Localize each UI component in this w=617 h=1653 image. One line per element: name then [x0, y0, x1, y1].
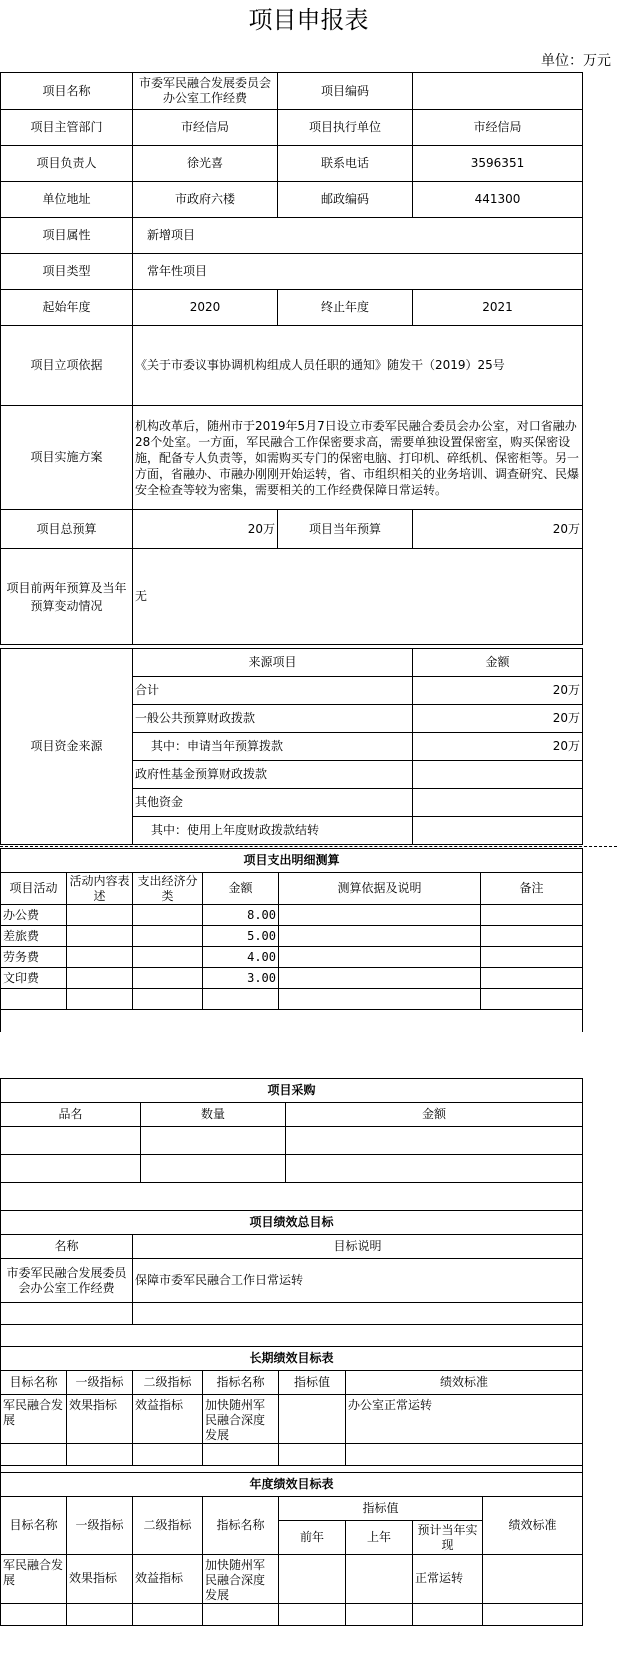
perf-goal-name: 市委军民融合发展委员会办公室工作经费 — [1, 1259, 133, 1303]
fund-row-amount: 20万 — [413, 677, 583, 705]
page-title: 项目申报表 — [248, 6, 369, 34]
exec-unit-value: 市经信局 — [413, 110, 583, 146]
type-label: 项目类型 — [1, 254, 133, 290]
long-term-lvl2: 效益指标 — [133, 1395, 203, 1444]
expense-header: 项目活动 — [1, 873, 67, 905]
table-row — [1, 1155, 583, 1183]
expense-activity: 文印费 — [1, 968, 67, 989]
table-row — [1, 968, 583, 989]
start-year-label: 起始年度 — [1, 290, 133, 326]
long-term-lvl1: 效果指标 — [67, 1395, 133, 1444]
project-name-label: 项目名称 — [1, 73, 133, 110]
address-value: 市政府六楼 — [133, 182, 278, 218]
expense-basis — [279, 905, 481, 926]
long-term-header: 指标名称 — [203, 1371, 279, 1395]
annual-prev1 — [346, 1555, 413, 1604]
annual-header-standard: 绩效标准 — [483, 1497, 583, 1555]
long-term-header: 二级指标 — [133, 1371, 203, 1395]
annual-indicator: 加快随州军民融合深度发展 — [203, 1555, 279, 1604]
purchase-table — [0, 1078, 583, 1211]
fund-col-source: 来源项目 — [133, 649, 413, 677]
basic-info-table — [0, 72, 583, 645]
table-row — [1, 1127, 583, 1155]
project-code-label: 项目编码 — [278, 73, 413, 110]
table-row — [1, 905, 583, 926]
annual-header-lvl2: 二级指标 — [133, 1497, 203, 1555]
budget-change-label: 项目前两年预算及当年预算变动情况 — [1, 549, 133, 645]
perf-goal-col-name: 名称 — [1, 1235, 133, 1259]
expense-header: 金额 — [203, 873, 279, 905]
plan-label: 项目实施方案 — [1, 406, 133, 510]
expense-header: 支出经济分类 — [133, 873, 203, 905]
annual-table — [0, 1472, 583, 1626]
perf-goal-desc: 保障市委军民融合工作日常运转 — [133, 1259, 583, 1303]
fund-row-name: 其中：使用上年度财政拨款结转 — [133, 817, 413, 845]
phone-value: 3596351 — [413, 146, 583, 182]
leader-label: 项目负责人 — [1, 146, 133, 182]
expense-basis — [279, 947, 481, 968]
expense-table — [0, 848, 583, 1032]
annual-section-title: 年度绩效目标表 — [1, 1473, 583, 1497]
annual-header-indicator: 指标名称 — [203, 1497, 279, 1555]
phone-label: 联系电话 — [278, 146, 413, 182]
basis-label: 项目立项依据 — [1, 326, 133, 406]
expense-activity: 办公费 — [1, 905, 67, 926]
annual-lvl1: 效果指标 — [67, 1555, 133, 1604]
annual-header-current: 预计当年实现 — [413, 1521, 483, 1555]
long-term-section-title: 长期绩效目标表 — [1, 1347, 583, 1371]
project-code-value — [413, 73, 583, 110]
dept-value: 市经信局 — [133, 110, 278, 146]
expense-basis — [279, 968, 481, 989]
table-row — [1, 1259, 583, 1303]
expense-desc — [67, 947, 133, 968]
perf-goal-col-desc: 目标说明 — [133, 1235, 583, 1259]
dept-label: 项目主管部门 — [1, 110, 133, 146]
long-term-table — [0, 1346, 583, 1488]
annual-standard — [483, 1555, 583, 1604]
fund-row-amount — [413, 789, 583, 817]
fund-row-amount: 20万 — [413, 733, 583, 761]
expense-activity: 差旅费 — [1, 926, 67, 947]
start-year-value: 2020 — [133, 290, 278, 326]
table-row — [1, 1555, 583, 1604]
unit-label: 单位：万元 — [541, 53, 611, 69]
annual-header-value: 指标值 — [279, 1497, 483, 1521]
expense-note — [481, 926, 583, 947]
fund-row-amount — [413, 761, 583, 789]
long-term-header: 绩效标准 — [346, 1371, 583, 1395]
year-budget-label: 项目当年预算 — [278, 510, 413, 549]
perf-goal-section-title: 项目绩效总目标 — [1, 1211, 583, 1235]
zip-label: 邮政编码 — [278, 182, 413, 218]
expense-class — [133, 926, 203, 947]
annual-lvl2: 效益指标 — [133, 1555, 203, 1604]
annual-goal: 军民融合发展 — [1, 1555, 67, 1604]
annual-prev2 — [279, 1555, 346, 1604]
total-budget-value: 20万 — [133, 510, 278, 549]
plan-value: 机构改革后，随州市于2019年5月7日设立市委军民融合委员会办公室，对口省融办28个处室。一方面，军民融合工作保密要求高，需要单独设置保密室，购买保密设施，配备专人负责等，如需购买专门的保密电脑、打印机、碎纸机、保密柜等。另一方面，省融办、市融办刚刚开始运转，省、市组织相关的业务培训、调查研究、民爆安全检查等较为密集，需要相关的工作经费保障日常运转。 — [133, 406, 583, 510]
annual-header-lvl1: 一级指标 — [67, 1497, 133, 1555]
long-term-indicator: 加快随州军民融合深度发展 — [203, 1395, 279, 1444]
fund-row-name: 合计 — [133, 677, 413, 705]
expense-activity: 劳务费 — [1, 947, 67, 968]
long-term-standard: 办公室正常运转 — [346, 1395, 583, 1444]
attribute-value: 新增项目 — [133, 218, 583, 254]
budget-change-value: 无 — [133, 549, 583, 645]
expense-basis — [279, 926, 481, 947]
project-name-value: 市委军民融合发展委员会办公室工作经费 — [133, 73, 278, 110]
expense-header: 备注 — [481, 873, 583, 905]
fund-col-amount: 金额 — [413, 649, 583, 677]
leader-value: 徐光喜 — [133, 146, 278, 182]
fund-row-name: 一般公共预算财政拨款 — [133, 705, 413, 733]
long-term-header: 一级指标 — [67, 1371, 133, 1395]
fund-source-table — [0, 648, 583, 845]
expense-note — [481, 947, 583, 968]
table-row — [1, 947, 583, 968]
long-term-header: 目标名称 — [1, 1371, 67, 1395]
purchase-header: 金额 — [286, 1103, 583, 1127]
zip-value: 441300 — [413, 182, 583, 218]
type-value: 常年性项目 — [133, 254, 583, 290]
expense-note — [481, 968, 583, 989]
expense-note — [481, 905, 583, 926]
fund-row-amount: 20万 — [413, 705, 583, 733]
table-row — [1, 926, 583, 947]
year-budget-value: 20万 — [413, 510, 583, 549]
fund-row-name: 政府性基金预算财政拨款 — [133, 761, 413, 789]
exec-unit-label: 项目执行单位 — [278, 110, 413, 146]
fund-row-amount — [413, 817, 583, 845]
expense-amount: 3.00 — [203, 968, 279, 989]
address-label: 单位地址 — [1, 182, 133, 218]
expense-class — [133, 905, 203, 926]
annual-header-prev2: 前年 — [279, 1521, 346, 1555]
purchase-header: 数量 — [141, 1103, 286, 1127]
fund-row-name: 其中：申请当年预算拨款 — [133, 733, 413, 761]
perf-goal-table — [0, 1210, 583, 1347]
section-divider — [0, 846, 617, 847]
table-row — [1, 1395, 583, 1444]
expense-desc — [67, 905, 133, 926]
long-term-goal: 军民融合发展 — [1, 1395, 67, 1444]
fund-row-name: 其他资金 — [133, 789, 413, 817]
annual-current: 正常运转 — [413, 1555, 483, 1604]
end-year-value: 2021 — [413, 290, 583, 326]
annual-header-goal: 目标名称 — [1, 1497, 67, 1555]
purchase-section-title: 项目采购 — [1, 1079, 583, 1103]
table-row — [1, 989, 583, 1010]
long-term-header: 指标值 — [279, 1371, 346, 1395]
attribute-label: 项目属性 — [1, 218, 133, 254]
expense-header: 测算依据及说明 — [279, 873, 481, 905]
expense-class — [133, 968, 203, 989]
expense-desc — [67, 926, 133, 947]
end-year-label: 终止年度 — [278, 290, 413, 326]
annual-header-prev1: 上年 — [346, 1521, 413, 1555]
total-budget-label: 项目总预算 — [1, 510, 133, 549]
long-term-value — [279, 1395, 346, 1444]
expense-amount: 5.00 — [203, 926, 279, 947]
expense-section-title: 项目支出明细测算 — [1, 849, 583, 873]
expense-desc — [67, 968, 133, 989]
expense-amount: 8.00 — [203, 905, 279, 926]
expense-amount: 4.00 — [203, 947, 279, 968]
purchase-header: 品名 — [1, 1103, 141, 1127]
expense-class — [133, 947, 203, 968]
expense-header: 活动内容表述 — [67, 873, 133, 905]
fund-source-label: 项目资金来源 — [1, 649, 133, 845]
basis-value: 《关于市委议事协调机构组成人员任职的通知》随发干（2019）25号 — [133, 326, 583, 406]
